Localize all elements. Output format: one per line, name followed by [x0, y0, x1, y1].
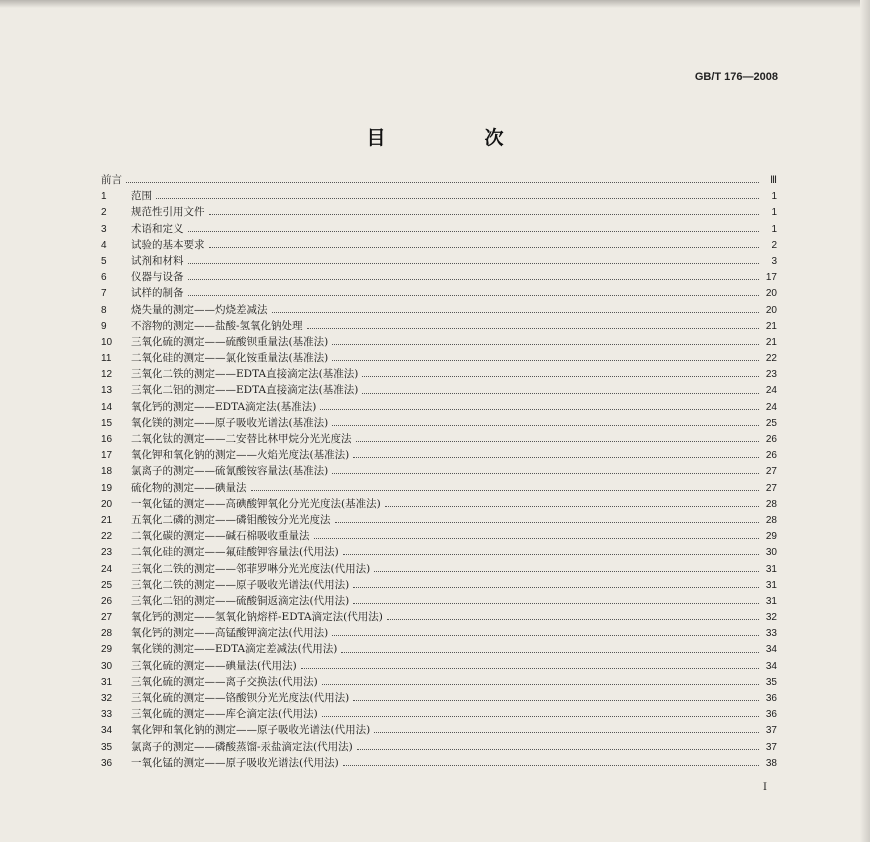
toc-dot-leader — [332, 343, 759, 345]
toc-dot-leader — [353, 602, 759, 604]
toc-entry-number: 20 — [101, 498, 113, 510]
toc-entry-title: 硫化物的测定——碘量法 — [131, 481, 247, 494]
toc-entry[interactable] — [101, 382, 777, 398]
toc-entry-number: 15 — [101, 417, 113, 429]
toc-entry-number: 22 — [101, 531, 113, 543]
toc-entry-page: 28 — [765, 498, 777, 510]
toc-entry-title: 氧化钾和氧化钠的测定——火焰光度法(基准法) — [131, 449, 350, 462]
toc-entry[interactable] — [101, 366, 777, 382]
toc-entry[interactable] — [101, 641, 777, 657]
toc-entry[interactable] — [101, 609, 777, 625]
toc-entry-title: 三氧化硫的测定——硫酸钡重量法(基准法) — [131, 335, 329, 348]
toc-entry-title: 氧化钙的测定——氢氧化钠熔样-EDTA滴定法(代用法) — [131, 611, 383, 624]
toc-entry-title: 氯离子的测定——磷酸蒸馏-汞盐滴定法(代用法) — [131, 740, 353, 753]
toc-entry[interactable] — [101, 350, 777, 366]
toc-entry-number: 29 — [101, 644, 113, 656]
toc-entry-number: 25 — [101, 579, 113, 591]
toc-dot-leader — [188, 262, 760, 264]
toc-entry[interactable] — [101, 172, 777, 188]
page-title: 目 次 — [366, 127, 544, 149]
page-number: I — [763, 782, 767, 793]
toc-entry-number: 30 — [101, 660, 113, 672]
toc-entry-number: 23 — [101, 547, 113, 559]
toc-entry-page: 26 — [765, 450, 777, 462]
toc-dot-leader — [332, 424, 759, 426]
toc-dot-leader — [353, 456, 759, 458]
toc-entry-number: 6 — [101, 272, 107, 284]
toc-entry-title: 三氧化硫的测定——铬酸钡分光光度法(代用法) — [131, 692, 350, 704]
toc-dot-leader — [357, 748, 759, 750]
toc-entry[interactable] — [101, 561, 777, 577]
toc-entry-number: 10 — [101, 336, 113, 348]
toc-entry[interactable] — [101, 318, 777, 334]
table-of-contents — [101, 172, 777, 771]
toc-entry[interactable] — [101, 755, 777, 771]
toc-entry-number: 11 — [101, 353, 112, 365]
toc-entry-title: 试样的制备 — [131, 287, 184, 300]
toc-entry-page: 30 — [765, 547, 777, 559]
toc-entry-number: 27 — [101, 612, 113, 624]
toc-entry-page: 20 — [765, 288, 777, 300]
toc-entry-number: 33 — [101, 709, 113, 721]
toc-entry-title: 氧化钙的测定——高锰酸钾滴定法(代用法) — [131, 627, 329, 640]
toc-entry[interactable] — [101, 334, 777, 350]
toc-entry-title: 三氧化二铝的测定——硫酸铜返滴定法(代用法) — [131, 594, 350, 607]
toc-entry-number: 9 — [101, 320, 107, 332]
toc-entry-number: 13 — [101, 385, 113, 397]
toc-entry-number: 34 — [101, 725, 113, 737]
toc-entry-page: 27 — [765, 466, 777, 478]
toc-entry-page: 36 — [765, 709, 777, 721]
toc-entry-page: 26 — [765, 434, 777, 445]
toc-entry-page: 17 — [765, 272, 777, 284]
toc-entry-title: 二氧化硅的测定——氟硅酸钾容量法(代用法) — [131, 546, 339, 559]
toc-dot-leader — [188, 294, 760, 296]
toc-dot-leader — [343, 764, 759, 766]
toc-entry[interactable] — [101, 285, 777, 301]
toc-dot-leader — [307, 327, 759, 329]
toc-entry-title: 范围 — [131, 190, 152, 203]
toc-entry-title: 二氧化碳的测定——碱石棉吸收重量法 — [131, 530, 310, 543]
toc-dot-leader — [335, 521, 760, 523]
toc-entry-title: 烧失量的测定——灼烧差减法 — [131, 303, 268, 316]
toc-entry-title: 五氧化二磷的测定——磷钼酸铵分光光度法 — [131, 513, 331, 526]
toc-entry-page: 22 — [765, 353, 777, 365]
toc-dot-leader — [341, 651, 759, 653]
toc-entry-number: 28 — [101, 628, 113, 640]
toc-entry-title: 规范性引用文件 — [131, 206, 205, 219]
toc-entry-title: 氧化钙的测定——EDTA滴定法(基准法) — [131, 400, 317, 413]
toc-entry-title: 不溶物的测定——盐酸-氢氧化钠处理 — [131, 319, 303, 332]
toc-entry[interactable] — [101, 188, 777, 204]
toc-dot-leader — [353, 699, 759, 701]
toc-entry[interactable] — [101, 447, 777, 463]
toc-dot-leader — [322, 715, 759, 717]
toc-entry-number: 16 — [101, 434, 113, 445]
toc-entry-number: 3 — [101, 223, 107, 235]
toc-entry-page: 27 — [765, 482, 777, 494]
toc-entry[interactable] — [101, 302, 777, 318]
toc-dot-leader — [374, 731, 759, 733]
toc-entry-number: 18 — [101, 466, 113, 478]
toc-entry-page: 31 — [765, 595, 777, 607]
toc-dot-leader — [353, 586, 759, 588]
toc-dot-leader — [156, 197, 759, 199]
toc-entry-page: Ⅲ — [770, 175, 777, 186]
toc-dot-leader — [356, 440, 760, 442]
standard-code: GB/T 176—2008 — [694, 71, 778, 83]
toc-entry-page: 33 — [765, 628, 777, 640]
toc-entry-number: 32 — [101, 693, 113, 704]
toc-entry[interactable] — [101, 706, 777, 722]
toc-entry-title: 术语和定义 — [131, 222, 184, 235]
toc-entry-title: 氧化镁的测定——EDTA滴定差减法(代用法) — [131, 643, 338, 656]
toc-dot-leader — [320, 408, 759, 410]
toc-entry[interactable] — [101, 463, 777, 479]
toc-entry-title: 一氧化锰的测定——原子吸收光谱法(代用法) — [131, 756, 339, 769]
toc-entry-title: 前言 — [101, 174, 122, 186]
toc-dot-leader — [209, 246, 760, 248]
toc-entry-number: 14 — [101, 401, 113, 413]
toc-entry-title: 三氧化硫的测定——碘量法(代用法) — [131, 659, 297, 672]
toc-entry-title: 三氧化二铁的测定——EDTA直接滴定法(基准法) — [131, 368, 359, 381]
toc-entry-title: 氧化镁的测定——原子吸收光谱法(基准法) — [131, 416, 329, 429]
toc-entry-title: 一氧化锰的测定——高碘酸钾氧化分光光度法(基准法) — [131, 497, 381, 510]
toc-entry-page: 25 — [765, 417, 777, 429]
toc-dot-leader — [251, 489, 760, 491]
toc-dot-leader — [332, 472, 759, 474]
toc-entry-page: 1 — [771, 223, 777, 235]
toc-entry-page: 31 — [765, 579, 777, 591]
toc-dot-leader — [322, 683, 759, 685]
toc-dot-leader — [362, 375, 759, 377]
toc-entry-page: 3 — [771, 255, 777, 267]
toc-entry[interactable] — [101, 399, 777, 415]
toc-dot-leader — [188, 230, 760, 232]
toc-dot-leader — [314, 537, 760, 539]
toc-dot-leader — [362, 392, 759, 394]
toc-entry-number: 21 — [101, 514, 113, 526]
toc-entry[interactable] — [101, 496, 777, 512]
toc-entry[interactable] — [101, 253, 777, 269]
toc-entry[interactable] — [101, 221, 777, 237]
toc-entry-page: 29 — [765, 531, 777, 543]
toc-entry[interactable] — [101, 204, 777, 220]
toc-entry-number: 7 — [101, 288, 107, 300]
toc-dot-leader — [126, 181, 759, 183]
toc-entry-title: 氯离子的测定——硫氰酸铵容量法(基准法) — [131, 465, 329, 478]
toc-entry-page: 1 — [771, 207, 777, 219]
toc-entry-title: 三氧化二铁的测定——邻菲罗啉分光光度法(代用法) — [131, 562, 371, 575]
toc-dot-leader — [272, 311, 760, 313]
toc-entry-number: 26 — [101, 595, 113, 607]
toc-entry[interactable] — [101, 544, 777, 560]
toc-entry[interactable] — [101, 674, 777, 690]
toc-dot-leader — [343, 553, 759, 555]
toc-dot-leader — [188, 278, 760, 280]
toc-entry-number: 24 — [101, 563, 113, 575]
toc-entry-number: 4 — [101, 239, 107, 251]
toc-entry-title: 二氧化钛的测定——二安替比林甲烷分光光度法 — [131, 433, 352, 445]
toc-entry-page: 37 — [765, 741, 777, 753]
toc-dot-leader — [385, 505, 759, 507]
toc-dot-leader — [374, 570, 759, 572]
toc-entry[interactable] — [101, 528, 777, 544]
toc-entry[interactable] — [101, 722, 777, 738]
toc-entry-number: 12 — [101, 369, 113, 381]
toc-dot-leader — [332, 359, 759, 361]
toc-entry-page: 31 — [765, 563, 777, 575]
toc-entry-page: 21 — [765, 336, 777, 348]
toc-entry-page: 24 — [765, 385, 777, 397]
toc-entry-number: 31 — [101, 676, 113, 688]
toc-entry-page: 2 — [771, 239, 777, 251]
toc-entry-title: 三氧化二铁的测定——原子吸收光谱法(代用法) — [131, 578, 350, 591]
toc-entry-page: 23 — [765, 369, 777, 381]
toc-entry-page: 37 — [765, 725, 777, 737]
toc-entry[interactable] — [101, 237, 777, 253]
toc-entry-number: 35 — [101, 741, 113, 753]
toc-entry-number: 5 — [101, 255, 107, 267]
toc-dot-leader — [387, 618, 759, 620]
toc-entry[interactable] — [101, 690, 777, 706]
toc-entry[interactable] — [101, 512, 777, 528]
toc-entry-page: 36 — [765, 693, 777, 704]
toc-entry-page: 34 — [765, 660, 777, 672]
toc-entry[interactable] — [101, 577, 777, 593]
toc-entry-title: 三氧化二铝的测定——EDTA直接滴定法(基准法) — [131, 384, 359, 397]
toc-entry-page: 21 — [765, 320, 777, 332]
toc-entry-number: 19 — [101, 482, 113, 494]
toc-entry-page: 24 — [765, 401, 777, 413]
toc-entry-page: 28 — [765, 514, 777, 526]
toc-entry-page: 20 — [765, 304, 777, 316]
toc-entry-title: 氧化钾和氧化钠的测定——原子吸收光谱法(代用法) — [131, 724, 371, 737]
toc-entry[interactable] — [101, 593, 777, 609]
toc-entry[interactable] — [101, 269, 777, 285]
toc-dot-leader — [209, 213, 760, 215]
toc-entry[interactable] — [101, 431, 777, 447]
toc-entry-page: 34 — [765, 644, 777, 656]
toc-entry-page: 35 — [765, 676, 777, 688]
toc-entry-number: 1 — [101, 191, 107, 203]
toc-entry[interactable] — [101, 739, 777, 755]
toc-entry-title: 二氧化硅的测定——氯化铵重量法(基准法) — [131, 352, 329, 365]
toc-entry-title: 仪器与设备 — [131, 271, 184, 284]
toc-entry-number: 17 — [101, 450, 113, 462]
toc-entry-page: 32 — [765, 612, 777, 624]
toc-entry-number: 36 — [101, 757, 113, 769]
toc-entry[interactable] — [101, 480, 777, 496]
toc-entry-number: 2 — [101, 207, 107, 219]
toc-entry-title: 试剂和材料 — [131, 254, 184, 267]
toc-entry[interactable] — [101, 658, 777, 674]
toc-entry-title: 三氧化硫的测定——离子交换法(代用法) — [131, 675, 318, 688]
toc-entry[interactable] — [101, 415, 777, 431]
toc-entry-title: 三氧化硫的测定——库仑滴定法(代用法) — [131, 708, 318, 721]
toc-dot-leader — [332, 634, 759, 636]
toc-entry[interactable] — [101, 625, 777, 641]
toc-entry-title: 试验的基本要求 — [131, 238, 205, 251]
toc-dot-leader — [301, 667, 759, 669]
toc-entry-number: 8 — [101, 304, 107, 316]
toc-entry-page: 38 — [765, 757, 777, 769]
toc-entry-page: 1 — [771, 191, 777, 203]
